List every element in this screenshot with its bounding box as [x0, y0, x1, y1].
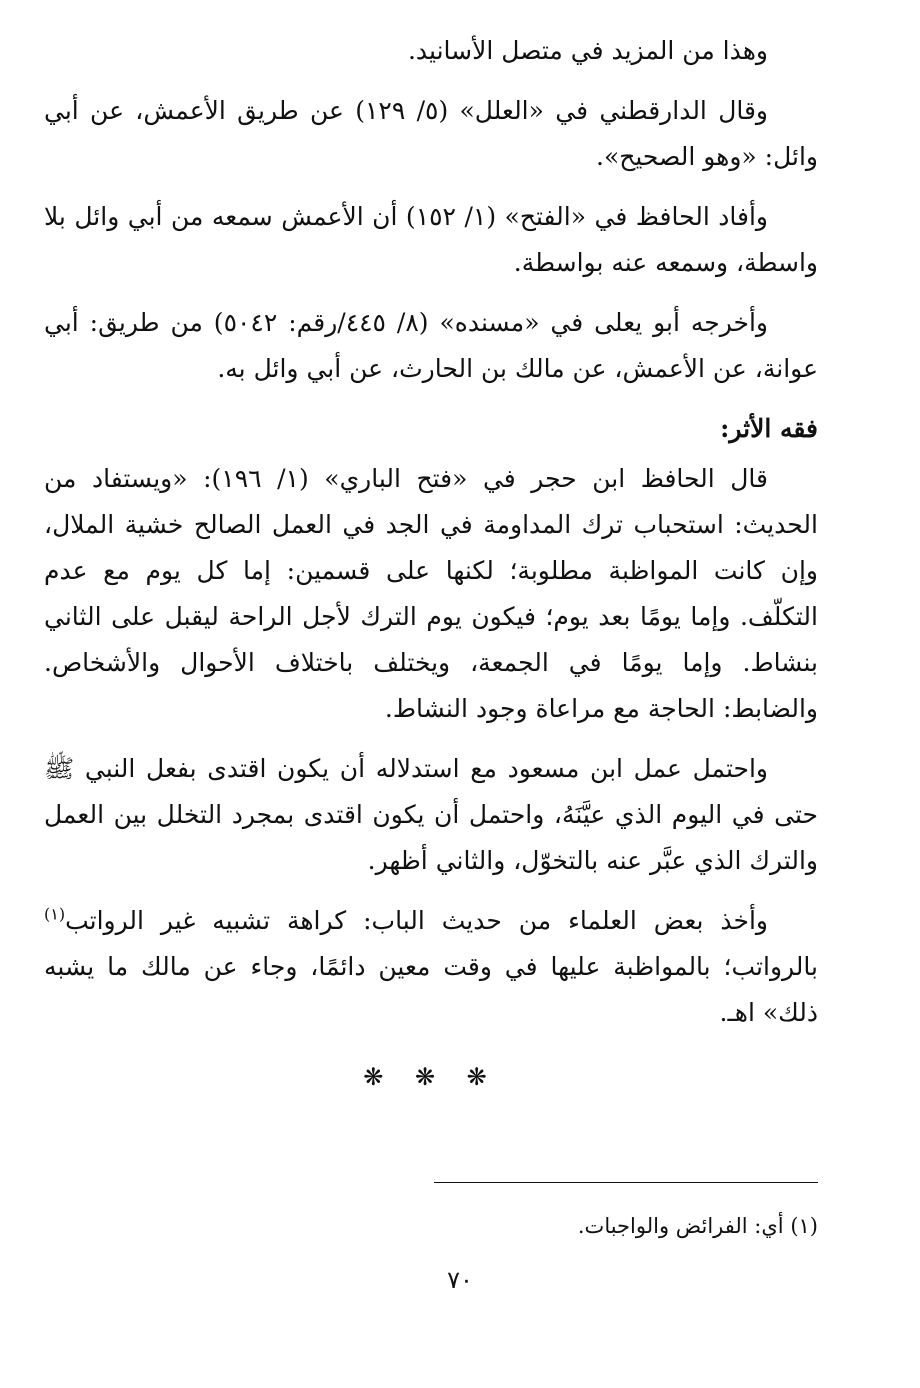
section-separator: ❋ ❋ ❋: [363, 1063, 499, 1091]
paragraph-2: وقال الدارقطني في «العلل» (٥/ ١٢٩) عن طريق الأعمش، عن أبي وائل: «وهو الصحيح».: [44, 96, 818, 171]
paragraph-5: قال الحافظ ابن حجر في «فتح الباري» (١/ ١٩٦): «ويستفاد من الحديث: استحباب ترك المداومة في الجد في العمل الصالح خشية الملال، وإن كانت المواظبة مطلوبة؛ لكنها على قسمين: إما كل يوم مع عدم التكلّف. وإما يومًا بعد يوم؛ فيكون يوم الترك لأجل الراحة ليقبل على الثاني بنشاط. وإما يومًا في الجمعة، ويختلف باختلاف الأحوال والأشخاص. والضابط: الحاجة مع مراعاة وجود النشاط.: [44, 464, 818, 723]
footnote: (١) أي: الفرائض والواجبات.: [577, 1214, 818, 1238]
paragraph-6: واحتمل عمل ابن مسعود مع استدلاله أن يكون اقتدى بفعل النبي ﷺ حتى في اليوم الذي عيَّنَهُ، واحتمل أن يكون اقتدى بمجرد التخلل بين العمل والترك الذي عبَّر عنه بالتخوّل، والثاني أظهر.: [44, 754, 818, 875]
footnote-divider: [434, 1182, 818, 1183]
paragraph-1: وهذا من المزيد في متصل الأسانيد.: [407, 36, 768, 65]
section-heading: فقه الأثر:: [720, 414, 818, 443]
paragraph-7: [44, 898, 818, 1036]
paragraph-7-start: وأخذ بعض العلماء من حديث الباب: كراهة تشبيه غير الرواتب: [65, 906, 768, 935]
paragraph-4: وأخرجه أبو يعلى في «مسنده» (٨/ ٤٤٥/رقم: ٥٠٤٢) من طريق: أبي عوانة، عن الأعمش، عن مالك بن الحارث، عن أبي وائل به.: [44, 308, 818, 383]
paragraph-3: وأفاد الحافظ في «الفتح» (١/ ١٥٢) أن الأعمش سمعه من أبي وائل بلا واسطة، وسمعه عنه بواسطة.: [44, 202, 818, 277]
footnote-reference[interactable]: (١): [44, 904, 66, 924]
main-text: [44, 28, 818, 1100]
paragraph-7-end: بالرواتب؛ بالمواظبة عليها في وقت معين دائمًا، وجاء عن مالك ما يشبه ذلك» اهـ.: [44, 952, 818, 1027]
page-number: ٧٠: [447, 1266, 473, 1294]
